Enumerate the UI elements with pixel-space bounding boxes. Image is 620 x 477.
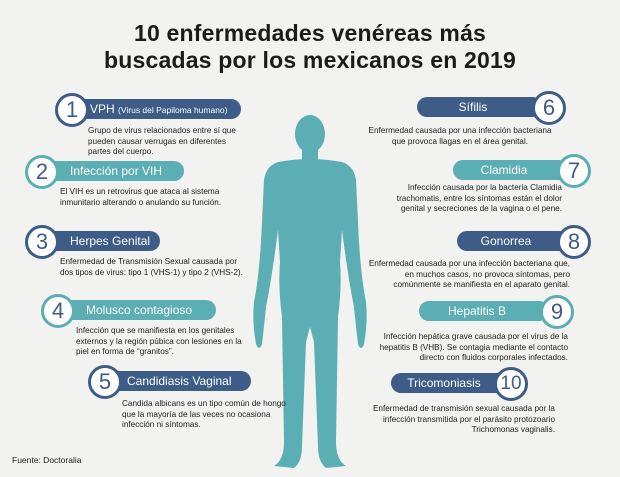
disease-name-pill <box>419 301 549 321</box>
disease-name: Herpes Genital <box>70 234 151 248</box>
disease-description: Grupo de virus relacionados entre sí que pueden causar verrugas en diferentes partes del cuerpo. <box>88 126 236 157</box>
rank-badge: 8 <box>557 225 591 259</box>
disease-description: Enfermedad de transmisión sexual causada por la infección transmitida por el parásito protozoario Trichomonas vaginalis. <box>372 404 555 435</box>
disease-name-pill <box>391 373 511 393</box>
title-line-1: 10 enfermedades venéreas más <box>133 20 487 46</box>
source-credit: Fuente: Doctoralia <box>12 455 82 465</box>
title-line-2: buscadas por los mexicanos en 2019 <box>103 47 517 73</box>
disease-description: Infección que se manifiesta en los genitales externos y la región púbica con lesiones en la piel en forma de “granitos”. <box>76 326 242 357</box>
rank-badge: 5 <box>88 365 122 399</box>
rank-badge: 3 <box>25 225 59 259</box>
disease-name: Hepatitis B <box>447 304 507 318</box>
rank-badge: 2 <box>25 155 59 189</box>
disease-name: Clamidia <box>480 163 528 177</box>
disease-name: VPH <box>90 102 115 116</box>
disease-description: Enfermedad causada por una infección bacteriana que provoca llagas en el área genital. <box>368 126 552 146</box>
disease-name: Sífilis <box>458 100 488 114</box>
disease-description: Infección causada por la bacteria Clamidia trachomatis, entre los síntomas están el dolor genital y secreciones de la vagina o el pene. <box>396 183 562 214</box>
disease-name-pill <box>417 97 543 117</box>
disease-description: Enfermedad causada por una infección bacteriana que, en muchos casos, no provoca síntomas, pero comúnmente se manifiesta en el aparato genital. <box>368 259 570 290</box>
disease-name: Molusco contagioso <box>86 303 193 317</box>
disease-description: Candida albicans es un tipo común de hongo que la mayoría de las veces no ocasiona infección ni síntomas. <box>122 399 286 430</box>
disease-description: Infección hepática grave causada por el virus de la hepatitis B (VHB). Se contagia mediante el contacto directo con fluidos corporales infectados. <box>379 332 568 363</box>
disease-name-pill <box>453 160 569 180</box>
rank-badge: 6 <box>532 91 566 125</box>
disease-description: El VIH es un retrovirus que ataca al sistema inmunitario alterando o anulando su función. <box>60 187 222 207</box>
rank-badge: 9 <box>540 295 574 329</box>
disease-description: Enfermedad de Transmisión Sexual causada por dos tipos de virus: tipo 1 (VHS-1) y tipo 2 (VHS-2). <box>60 257 243 277</box>
disease-name-pill <box>52 300 216 320</box>
rank-badge: 10 <box>494 367 528 401</box>
infographic-title <box>0 20 620 74</box>
disease-name: Candidiasis Vaginal <box>127 374 232 388</box>
rank-badge: 4 <box>41 294 75 328</box>
disease-name: Gonorrea <box>480 234 532 248</box>
disease-name-sub: (Virus del Papiloma humano) <box>118 105 228 115</box>
disease-name: Infección por VIH <box>70 164 163 178</box>
disease-name-pill <box>457 231 569 251</box>
rank-badge: 1 <box>55 93 89 127</box>
disease-name-pill <box>66 99 241 119</box>
disease-name: Tricomoniasis <box>407 376 481 390</box>
rank-badge: 7 <box>557 154 591 188</box>
